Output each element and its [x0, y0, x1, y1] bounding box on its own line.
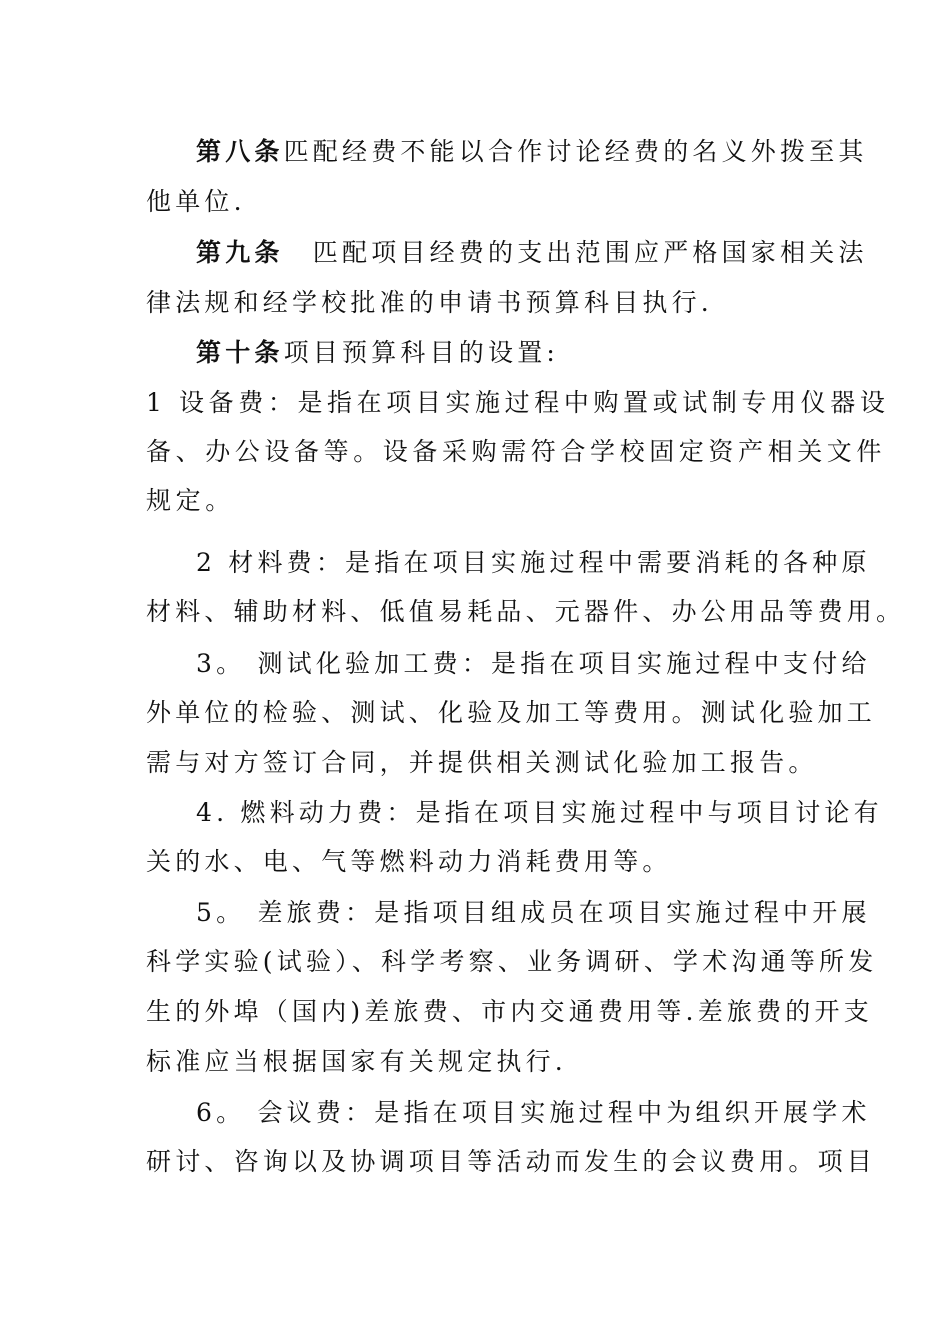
article10-heading: 第十条 — [196, 338, 284, 367]
article9-line2: 律法规和经学校批准的申请书预算科目执行. — [146, 288, 713, 317]
article9-heading: 第九条 — [196, 238, 284, 267]
item4-line1: 4. 燃料动力费：是指在项目实施过程中与项目讨论有 — [196, 798, 883, 827]
item5-line4: 标准应当根据国家有关规定执行. — [146, 1047, 567, 1076]
item5-line1: 5。 差旅费：是指项目组成员在项目实施过程中开展 — [196, 898, 871, 927]
article8-line1 — [196, 137, 868, 167]
article9-text1: 匹配项目经费的支出范围应严格国家相关法 — [283, 238, 868, 267]
item1-line1: 1 设备费：是指在项目实施过程中购置或试制专用仪器设 — [146, 388, 890, 417]
article10-text1: 项目预算科目的设置: — [283, 338, 560, 367]
item3-line3: 需与对方签订合同，并提供相关测试化验加工报告。 — [146, 748, 818, 777]
item6-line2: 研讨、咨询以及协调项目等活动而发生的会议费用。项目 — [146, 1147, 877, 1176]
item3-line1: 3。 测试化验加工费：是指在项目实施过程中支付给 — [196, 649, 871, 678]
item4-line2: 关的水、电、气等燃料动力消耗费用等。 — [146, 847, 672, 876]
item3-line2: 外单位的检验、测试、化验及加工等费用。测试化验加工 — [146, 698, 877, 727]
item1-line3: 规定。 — [146, 486, 235, 515]
item2-line2: 材料、辅助材料、低值易耗品、元器件、办公用品等费用。 — [146, 597, 906, 626]
article8-heading: 第八条 — [196, 137, 284, 166]
article8-text1: 匹配经费不能以合作讨论经费的名义外拨至其 — [283, 137, 868, 166]
item5-line2: 科学实验(试验）、科学考察、业务调研、学术沟通等所发 — [146, 947, 878, 976]
item6-line1: 6。 会议费：是指在项目实施过程中为组织开展学术 — [196, 1098, 871, 1127]
article10-line1 — [196, 338, 559, 368]
article9-line1 — [196, 238, 868, 268]
item5-line3: 生的外埠（国内)差旅费、市内交通费用等.差旅费的开支 — [146, 997, 873, 1026]
item2-line1: 2 材料费：是指在项目实施过程中需要消耗的各种原 — [196, 548, 871, 577]
article8-line2: 他单位. — [146, 187, 246, 216]
item1-line2: 备、办公设备等。设备采购需符合学校固定资产相关文件 — [146, 437, 887, 466]
